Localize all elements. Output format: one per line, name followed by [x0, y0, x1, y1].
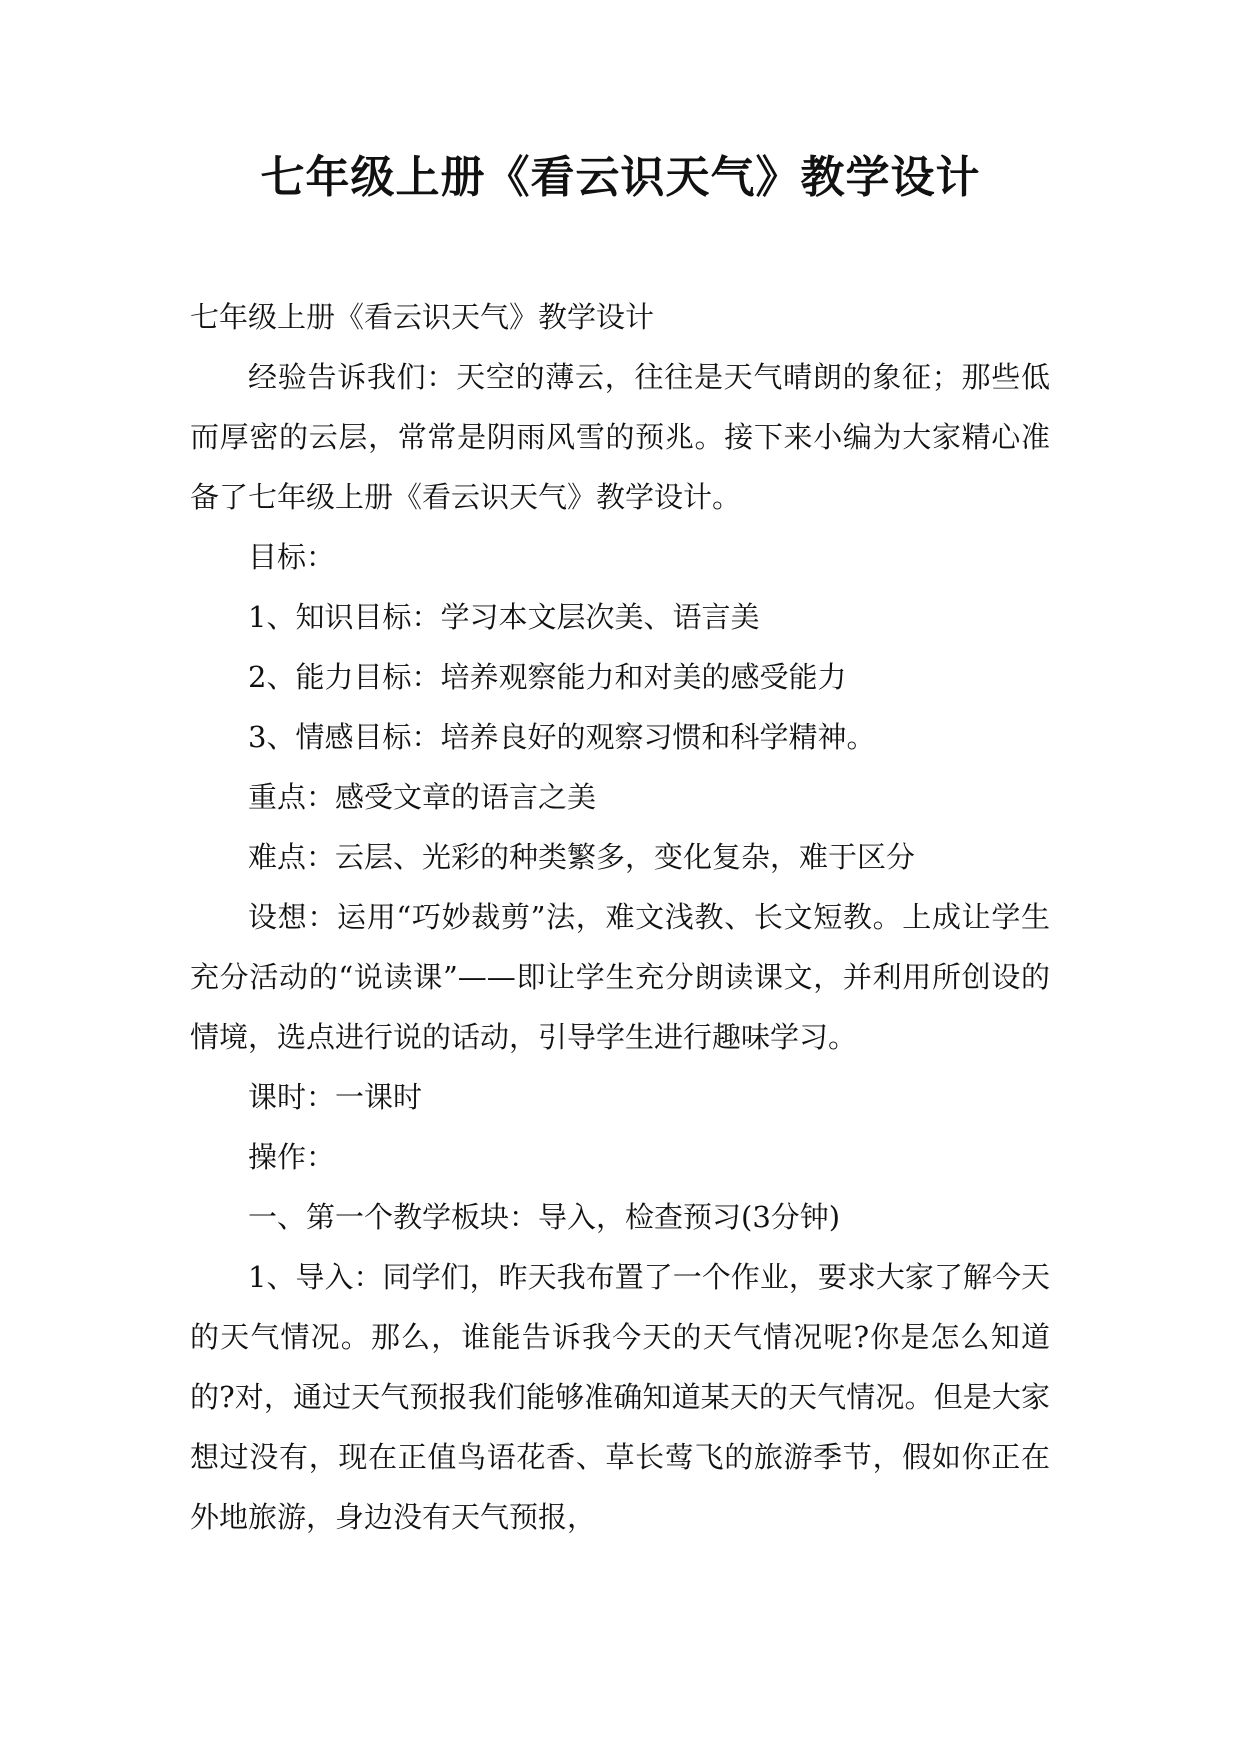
- paragraph-lead-in: 1、导入：同学们，昨天我布置了一个作业，要求大家了解今天的天气情况。那么，谁能告诉我今天的天气情况呢?你是怎么知道的?对，通过天气预报我们能够准确知道某天的天气情况。但是大家想过没有，现在正值鸟语花香、草长莺飞的旅游季节，假如你正在外地旅游，身边没有天气预报，: [190, 1260, 1050, 1534]
- paragraph-goal-knowledge: 1、知识目标：学习本文层次美、语言美: [248, 600, 760, 634]
- paragraph-section-one: 一、第一个教学板块：导入，检查预习(3分钟): [248, 1200, 841, 1234]
- paragraph-concept: 设想：运用“巧妙裁剪”法，难文浅教、长文短教。上成让学生充分活动的“说读课”——即让学生充分朗读课文，并利用所创设的情境，选点进行说的话动，引导学生进行趣味学习。: [190, 900, 1050, 1054]
- paragraph-key-point: 重点：感受文章的语言之美: [248, 780, 597, 814]
- document-body: [190, 287, 1050, 1547]
- paragraph-goals-heading: 目标：: [248, 540, 336, 574]
- paragraph-difficulty: 难点：云层、光彩的种类繁多，变化复杂，难于区分: [248, 840, 916, 874]
- paragraph-goal-emotion: 3、情感目标：培养良好的观察习惯和科学精神。: [248, 720, 876, 754]
- paragraph-subtitle: 七年级上册《看云识天气》教学设计: [190, 300, 655, 334]
- paragraph-intro: 经验告诉我们：天空的薄云，往往是天气晴朗的象征；那些低而厚密的云层，常常是阴雨风雪的预兆。接下来小编为大家精心准备了七年级上册《看云识天气》教学设计。: [190, 360, 1050, 514]
- document-title: 七年级上册《看云识天气》教学设计: [260, 152, 981, 203]
- paragraph-class-hours: 课时：一课时: [248, 1080, 423, 1114]
- paragraph-operation-heading: 操作：: [248, 1140, 336, 1174]
- paragraph-goal-ability: 2、能力目标：培养观察能力和对美的感受能力: [248, 660, 847, 694]
